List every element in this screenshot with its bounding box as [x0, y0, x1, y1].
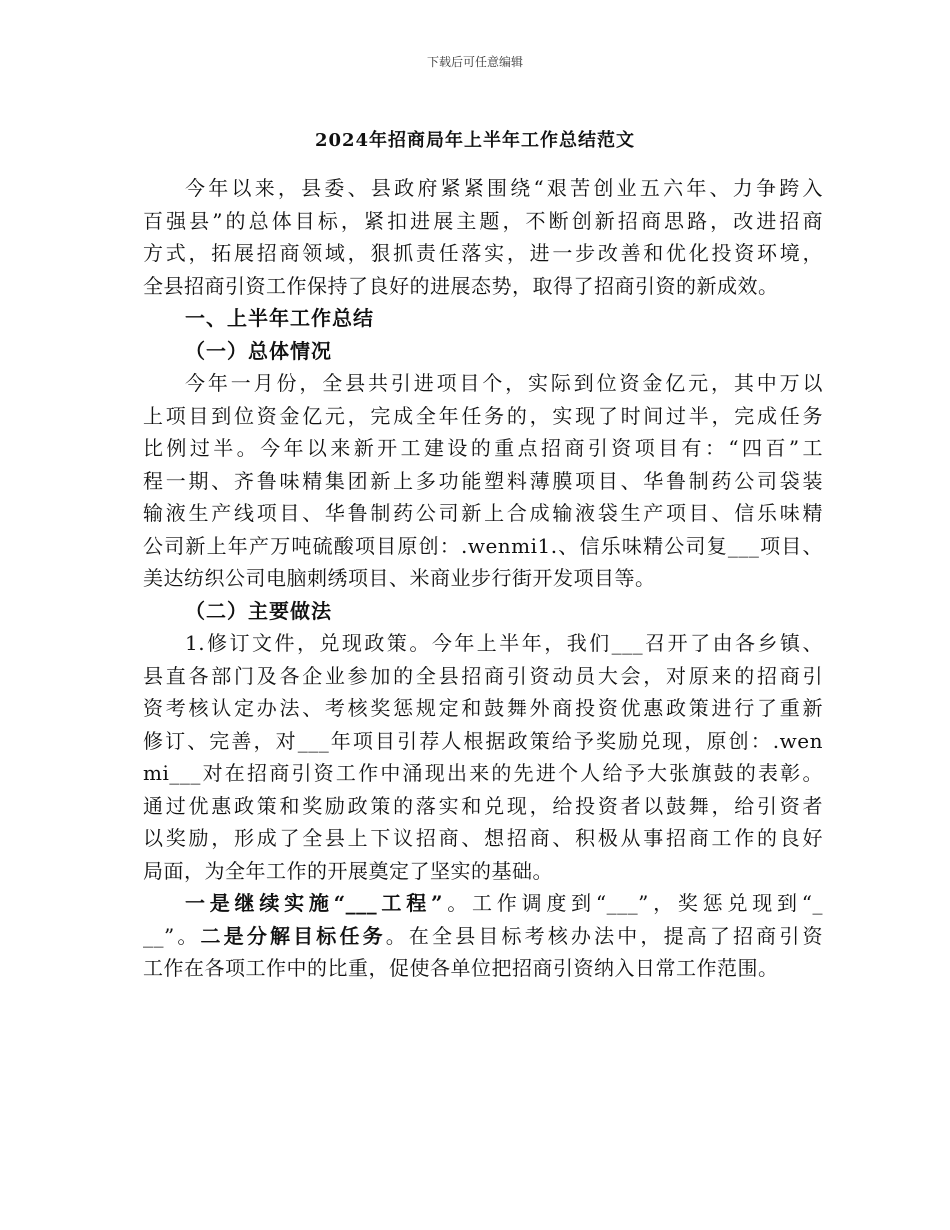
overall-line-7: 美达纺织公司电脑刺绣项目、米商业步行街开发项目等。 [143, 566, 656, 590]
section-heading-1: 一、上半年工作总结 [185, 306, 374, 330]
overall-line-4: 程一期、齐鲁味精集团新上多功能塑料薄膜项目、华鲁制药公司袋装 [143, 468, 823, 493]
header-note: 下载后可任意编辑 [426, 55, 523, 69]
overall-line-1: 今年一月份，全县共引进项目个，实际到位资金亿元，其中万以 [185, 371, 823, 395]
methods-line-4: 修订、完善，对___年项目引荐人根据政策给予奖励兑现，原创：.wen [143, 728, 823, 753]
document-body [143, 172, 823, 985]
measures-line-3: 工作在各项工作中的比重，促使各单位把招商引资纳入日常工作范围。 [143, 956, 779, 980]
measures-line-2 [143, 920, 823, 953]
measures-line-1 [143, 887, 823, 920]
methods-line-3: 资考核认定办法、考核奖惩规定和鼓舞外商投资优惠政策进行了重新 [143, 696, 823, 720]
overall-line-3: 比例过半。今年以来新开工建设的重点招商引资项目有：“四百”工 [143, 436, 823, 460]
measure-one-text: 。工作调度到“___”，奖惩兑现到“_ [442, 891, 823, 915]
methods-line-8: 局面，为全年工作的开展奠定了坚实的基础。 [143, 858, 553, 883]
intro-line-4: 全县招商引资工作保持了良好的进展态势，取得了招商引资的新成效。 [143, 273, 779, 298]
measure-two-text: 。在全县目标考核办法中，提高了招商引资 [385, 923, 823, 948]
measure-two-prefix: __”。 [143, 923, 201, 948]
intro-line-3: 方式，拓展招商领域，狠抓责任落实，进一步改善和优化投资环境， [143, 241, 823, 265]
document-title: 2024年招商局年上半年工作总结范文 [314, 130, 636, 151]
overall-line-2: 上项目到位资金亿元，完成全年任务的，实现了时间过半，完成任务 [143, 403, 823, 428]
methods-line-6: 通过优惠政策和奖励政策的落实和兑现，给投资者以鼓舞，给引资者 [143, 793, 823, 818]
overall-line-6: 公司新上年产万吨硫酸项目原创：.wenmi1.、信乐味精公司复___项目、 [143, 533, 823, 558]
subsection-heading-methods: （二）主要做法 [185, 598, 332, 623]
methods-line-5: mi___对在招商引资工作中涌现出来的先进个人给予大张旗鼓的表彰。 [143, 761, 823, 785]
methods-line-7: 以奖励，形成了全县上下议招商、想招商、积极从事招商工作的良好 [143, 826, 823, 850]
subsection-heading-overall: （一）总体情况 [185, 338, 332, 363]
intro-line-2: 百强县”的总体目标，紧扣进展主题，不断创新招商思路，改进招商 [143, 208, 823, 233]
measure-two-bold: 二是分解目标任务 [200, 923, 386, 948]
measure-one-bold: 一是继续实施“___工程” [185, 891, 443, 915]
methods-line-2: 县直各部门及各企业参加的全县招商引资动员大会，对原来的招商引 [143, 663, 823, 688]
overall-line-5: 输液生产线项目、华鲁制药公司新上合成输液袋生产项目、信乐味精 [143, 501, 823, 525]
methods-line-1: 1.修订文件，兑现政策。今年上半年，我们___召开了由各乡镇、 [185, 631, 823, 655]
intro-line-1: 今年以来，县委、县政府紧紧围绕“艰苦创业五六年、力争跨入 [185, 176, 823, 200]
